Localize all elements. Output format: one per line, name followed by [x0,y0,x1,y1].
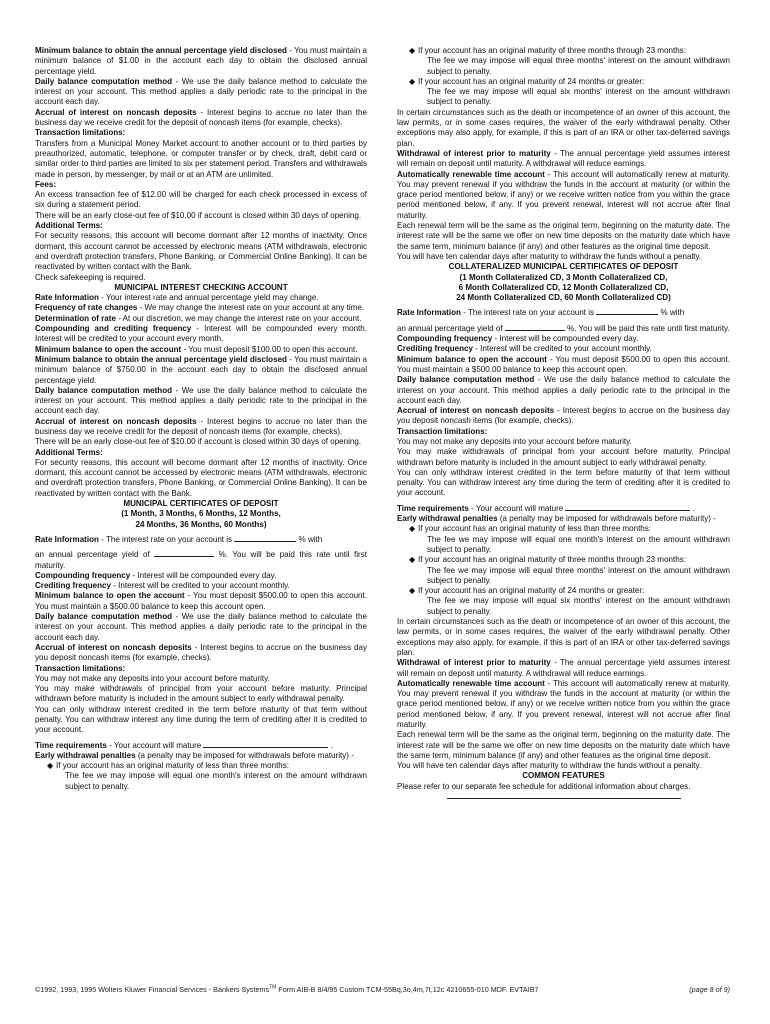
term-text: - Interest begins to accrue on the business day you deposit noncash items (for example, checks). [35,642,367,663]
list-item [409,524,730,534]
list-item-text: If your account has an original maturity of three months through 23 months: [418,46,686,55]
paragraph: For security reasons, this account will become dormant after 12 months of inactivity. Once dormant, this account cannot be accessed by electronic means (ATM withdrawals, electronic and overdraft protection transfers, Phone Banking, or Commercial Online Banking). It can be reactivated by written contact with the Bank. [35,457,367,498]
term-text: - We use the daily balance method to calculate the interest on your account. This method applies a daily periodic rate to the principal in the account each day. [397,375,730,405]
term-text: - The annual percentage yield assumes interest will remain on deposit until maturity. A withdrawal will reduce earnings. [397,148,730,169]
form-identifier [35,985,539,995]
paragraph [397,170,730,221]
rate-information [35,534,367,545]
section-heading-sub: (1 Month, 3 Months, 6 Months, 12 Months, [121,509,281,519]
paragraph [35,417,367,438]
term-label: Fees: [35,179,57,189]
divider [447,798,681,799]
paragraph: You can only withdraw interest credited in the term before maturity of that term without penalty. You can withdraw interest any time during the term of crediting after it is credited to your account. [397,467,730,498]
term-label: Rate Information [35,534,99,544]
term-label: Accrual of interest on noncash deposits [35,642,192,652]
paragraph [35,643,367,664]
term-label: Rate Information [397,308,461,318]
paragraph: In certain circumstances such as the death or incompetence of an owner of this account, the law permits, or in some cases requires, the waiver of the early withdrawal penalty. Other exceptions may also apply, for example, if this is part of an IRA or other tax-deferred savings plan. [397,617,730,657]
term-text: - The interest rate on your account is [460,308,597,318]
paragraph: You can only withdraw interest credited in the term before maturity of that term without penalty. You can withdraw interest any time during the term of crediting after it is credited to your account. [35,704,367,735]
paragraph [35,314,367,324]
term-text: - Interest begins to accrue on the business day you deposit noncash items (for example, checks). [397,406,730,426]
copyright-text: ©1992, 1993, 1995 Wolters Kluwer Financial Services - Bankers Systems [35,985,270,994]
term-label: Transaction limitations: [35,663,126,673]
section-heading-sub: 24 Months, 36 Months, 60 Months) [135,519,267,529]
term-label: Frequency of rate changes [35,303,138,313]
term-text: - We use the daily balance method to calculate the interest on your account. This method applies a daily periodic rate to the principal in the account each day. [35,76,367,107]
paragraph [35,221,367,231]
list-item-text: If your account has an original maturity of less than three months: [418,524,652,534]
paragraph [35,108,367,129]
list-item-detail: The fee we may impose will equal one month's interest on the amount withdrawn subject to penalty. [65,771,367,791]
term-text: (a penalty may be imposed for withdrawals before maturity) - [497,514,716,524]
term-label: Accrual of interest on noncash deposits [35,416,197,426]
list-item [409,77,730,87]
term-label: Time requirements [35,740,107,750]
trademark-mark: TM [269,984,277,991]
section-heading: MUNICIPAL INTEREST CHECKING ACCOUNT [114,282,288,292]
term-label: Determination of rate [35,313,116,323]
paragraph [35,581,367,591]
paragraph [397,149,730,170]
term-label: Early withdrawal penalties [397,514,498,524]
list-item [47,761,367,771]
diamond-bullet-icon: ◆ [409,46,416,55]
term-label: Minimum balance to open the account [397,354,547,364]
diamond-bullet-icon: ◆ [409,524,416,534]
paragraph [35,355,367,386]
term-label: Transaction limitations: [35,128,126,138]
list-item [409,555,730,565]
diamond-bullet-icon: ◆ [47,761,54,771]
term-text: %. You will be paid this rate until first maturity. [564,323,730,333]
paragraph [35,77,367,108]
term-text: - Interest begins to accrue no later than the business day we receive credit for the deposit of noncash items (for example, checks). [35,107,367,128]
paragraph [397,375,730,406]
term-text: - You must maintain a minimum balance of $1.00 in the account each day to obtain the disclosed annual percentage yield. [35,46,368,76]
diamond-bullet-icon: ◆ [409,586,416,596]
paragraph: Transfers from a Municipal Money Market account to another account or to third parties by preauthorized, automatic, telephone, or computer transfer or by check, draft, debit card or similar order to third parties are limited to six per statement period. Transfers and withdrawals made in person, by messenger, by mail or at an ATM are unlimited. [35,138,367,179]
term-label: Daily balance computation method [397,375,535,385]
list-item-text: If your account has an original maturity of 24 months or greater: [418,586,645,596]
term-text: - You must deposit $100.00 to open this account. [181,344,358,354]
apy-information [35,549,367,571]
paragraph: You may not make any deposits into your account before maturity. [397,436,632,446]
paragraph [35,448,367,458]
list-item [409,586,730,596]
time-requirements [35,740,367,751]
term-label: Automatically renewable time account [397,169,545,179]
paragraph: You may make withdrawals of principal from your account before maturity. Principal withdrawn before maturity is included in the amount subject to early withdrawal penalty. [397,447,730,467]
paragraph: Each renewal term will be the same as the original term, beginning on the maturity date. The interest rate will be the same we offer on new time deposits on the maturity date which have the same term, minimum balance (if any) and other features as the original time deposit. [397,221,730,251]
paragraph [35,386,367,417]
paragraph [35,612,367,643]
diamond-bullet-icon: ◆ [409,76,416,86]
term-text: - You must maintain a minimum balance of $750.00 in the account each day to obtain the disclosed annual percentage yield. [35,354,368,385]
paragraph: You may make withdrawals of principal from your account before maturity. Principal withdrawn before maturity is included in the amount subject to early withdrawal penalty. [35,684,367,704]
paragraph [35,128,367,138]
term-label: Withdrawal of interest prior to maturity [397,148,551,158]
page-number: (page 8 of 9) [689,985,730,994]
section-heading-sub: 6 Month Collateralized CD, 12 Month Collateralized CD, [458,282,669,292]
term-text: - You must deposit $500.00 to open this account. You must maintain a $500.00 balance to keep this account open. [35,591,367,611]
term-label: Transaction limitations: [397,426,488,436]
term-text: - Interest will be compounded every day. [130,570,277,580]
paragraph: There will be an early close-out fee of $10.00 if account is closed within 30 days of opening. [35,437,362,447]
section-heading: MUNICIPAL CERTIFICATES OF DEPOSIT [123,499,279,509]
term-text: - Interest will be credited to your account monthly. [473,344,652,354]
term-text: - Interest begins to accrue no later than the business day we receive credit for the deposit of noncash items (for example, checks). [35,416,367,436]
section-heading-sub: (1 Month Collateralized CD, 3 Month Collateralized CD, [459,272,668,282]
term-label: Minimum balance to open the account [35,344,182,354]
paragraph [397,679,730,730]
term-label: Additional Terms: [35,221,103,231]
list-item-text: If your account has an original maturity of three months through 23 months: [418,555,686,565]
paragraph: An excess transaction fee of $12.00 will be charged for each check processed in excess of six during a statement period. [35,190,367,210]
paragraph [35,345,367,355]
apy-blank[interactable] [154,549,214,557]
term-label: Early withdrawal penalties [35,750,136,760]
paragraph [397,427,730,437]
term-label: Daily balance computation method [35,612,173,622]
right-column [397,46,730,799]
term-text: - The interest rate on your account is [98,534,235,544]
list-item [409,46,730,56]
term-text: - The annual percentage yield assumes interest will remain on deposit until maturity. A withdrawal will reduce earnings. [397,658,730,678]
term-label: Crediting frequency [35,581,112,591]
paragraph: There will be an early close-out fee of $10.00 if account is closed within 30 days of opening. [35,210,362,220]
term-text: - This account will automatically renew at maturity. You may prevent renewal if you withdraw the funds in the account at maturity (or within the grace period mentioned below, if any) or we receive written notice from you within the grace period mentioned below, if any. If you prevent renewal, interest will not accrue after final maturity. [397,678,731,729]
term-label: Daily balance computation method [35,385,173,395]
term-label: Withdrawal of interest prior to maturity [397,658,551,668]
diamond-bullet-icon: ◆ [409,555,416,565]
paragraph [35,664,367,674]
paragraph [35,293,367,303]
term-label: Minimum balance to obtain the annual percentage yield disclosed [35,46,287,55]
paragraph: In certain circumstances such as the death or incompetence of an owner of this account, the law permits, or in some cases requires, the waiver of the early withdrawal penalty. Other exceptions may also apply, for example, if this is part of an IRA or other tax-deferred savings plan. [397,107,730,148]
paragraph: Please refer to our separate fee schedule for additional information about charges. [397,781,691,791]
list-item-detail: The fee we may impose will equal six months' interest on the amount withdrawn subject to penalty. [427,596,730,616]
term-label: Accrual of interest on noncash deposits [35,107,197,117]
paragraph [397,355,730,376]
term-label: Additional Terms: [35,447,103,457]
apy-blank[interactable] [505,323,565,331]
term-text: - We may change the interest rate on your account at any time. [137,303,365,313]
term-label: Compounding frequency [397,334,493,344]
term-text: an annual percentage yield of [397,323,505,333]
term-text: an annual percentage yield of [35,550,155,560]
paragraph [35,571,367,581]
list-item-text: If your account has an original maturity of less than three months: [56,761,290,771]
interest-rate-blank[interactable] [234,534,296,542]
paragraph: Check safekeeping is required. [35,272,146,282]
term-label: Time requirements [397,503,469,513]
term-text: - Your account will mature [468,503,566,513]
paragraph [35,46,367,77]
paragraph [35,591,367,612]
paragraph [35,303,367,313]
term-label: Crediting frequency [397,344,474,354]
paragraph [35,324,367,345]
section-heading: COMMON FEATURES [522,771,605,781]
term-text: - We use the daily balance method to calculate the interest on your account. This method applies a daily periodic rate to the principal in the account each day. [35,612,367,642]
list-item-detail: The fee we may impose will equal six months' interest on the amount withdrawn subject to penalty. [427,87,730,107]
paragraph [397,344,730,354]
paragraph: You will have ten calendar days after maturity to withdraw the funds without a penalty. [397,761,702,771]
left-column [35,46,367,792]
paragraph [397,334,730,344]
term-text: - We use the daily balance method to calculate the interest on your account. This method applies a daily periodic rate to the principal in the account each day. [35,385,367,416]
term-label: Compounding frequency [35,570,131,580]
maturity-blank[interactable] [203,740,328,748]
list-item-detail: The fee we may impose will equal one month's interest on the amount withdrawn subject to penalty. [427,534,730,554]
term-text: - At our discretion, we may change the interest rate on your account. [115,313,362,323]
paragraph [35,751,367,761]
term-text: . [328,740,333,750]
term-text: %. You will be paid this rate until first maturity. [35,550,367,570]
paragraph [397,406,730,427]
form-code-text: Form AIB-B 8/4/95 Custom TCM-55Bq,3o,4m,7t,12c 4210655-010 MDF. EVTAIB7 [276,985,539,994]
apy-information [397,323,730,334]
term-label: Daily balance computation method [35,76,173,86]
paragraph [35,180,367,190]
term-text: % with [296,534,323,544]
time-requirements [397,503,730,514]
paragraph: Each renewal term will be the same as the original term, beginning on the maturity date. The interest rate will be the same we offer on new time deposits on the maturity date which have the same term, minimum balance (if any) and other features as the original time deposit. [397,730,730,760]
list-item-text: If your account has an original maturity of 24 months or greater: [418,76,645,86]
list-item-detail: The fee we may impose will equal three months' interest on the amount withdrawn subject to penalty. [427,565,730,585]
term-text: (a penalty may be imposed for withdrawals before maturity) - [135,750,354,760]
paragraph: You will have ten calendar days after maturity to withdraw the funds without a penalty. [397,251,702,261]
term-label: Minimum balance to open the account [35,591,185,601]
term-text: . [690,503,695,513]
term-text: - Your account will mature [106,740,204,750]
term-label: Accrual of interest on noncash deposits [397,406,555,416]
paragraph [397,658,730,679]
term-text: - Your interest rate and annual percentage yield may change. [98,293,319,303]
term-label: Minimum balance to obtain the annual percentage yield disclosed [35,354,287,364]
term-text: - Interest will be compounded every month. Interest will be credited to your account every month. [35,324,367,344]
section-heading-sub: 24 Month Collateralized CD, 60 Month Collateralized CD) [456,293,671,303]
paragraph: For security reasons, this account will become dormant after 12 months of inactivity. Once dormant, this account cannot be accessed by electronic means (ATM withdrawals, electronic and overdraft protection transfers, Phone Banking, or Commercial Online Banking). It can be reactivated by written contact with the Bank. [35,231,367,272]
term-text: - Interest will be compounded every day. [492,334,639,344]
term-text: % with [658,308,685,318]
list-item-detail: The fee we may impose will equal three months' interest on the amount withdrawn subject to penalty. [427,56,730,76]
section-heading: COLLATERALIZED MUNICIPAL CERTIFICATES OF DEPOSIT [448,262,679,272]
maturity-blank[interactable] [565,503,690,511]
term-text: - You must deposit $500.00 to open this account. You must maintain a $500.00 balance to keep this account open. [397,354,730,374]
paragraph: You may not make any deposits into your account before maturity. [35,673,270,683]
term-text: - Interest will be credited to your account monthly. [111,581,290,591]
term-label: Rate Information [35,293,99,303]
term-text: - This account will automatically renew at maturity. You may prevent renewal if you withdraw the funds in the account at maturity (or within the grace period mentioned below, if any) or we receive written notice from you within the grace period mentioned below, if any. If you prevent renewal, interest will not accrue after final maturity. [397,169,731,220]
term-label: Compounding and crediting frequency [35,324,192,334]
interest-rate-blank[interactable] [596,307,658,315]
rate-information [397,307,730,318]
paragraph [397,514,730,524]
term-label: Automatically renewable time account [397,678,545,688]
